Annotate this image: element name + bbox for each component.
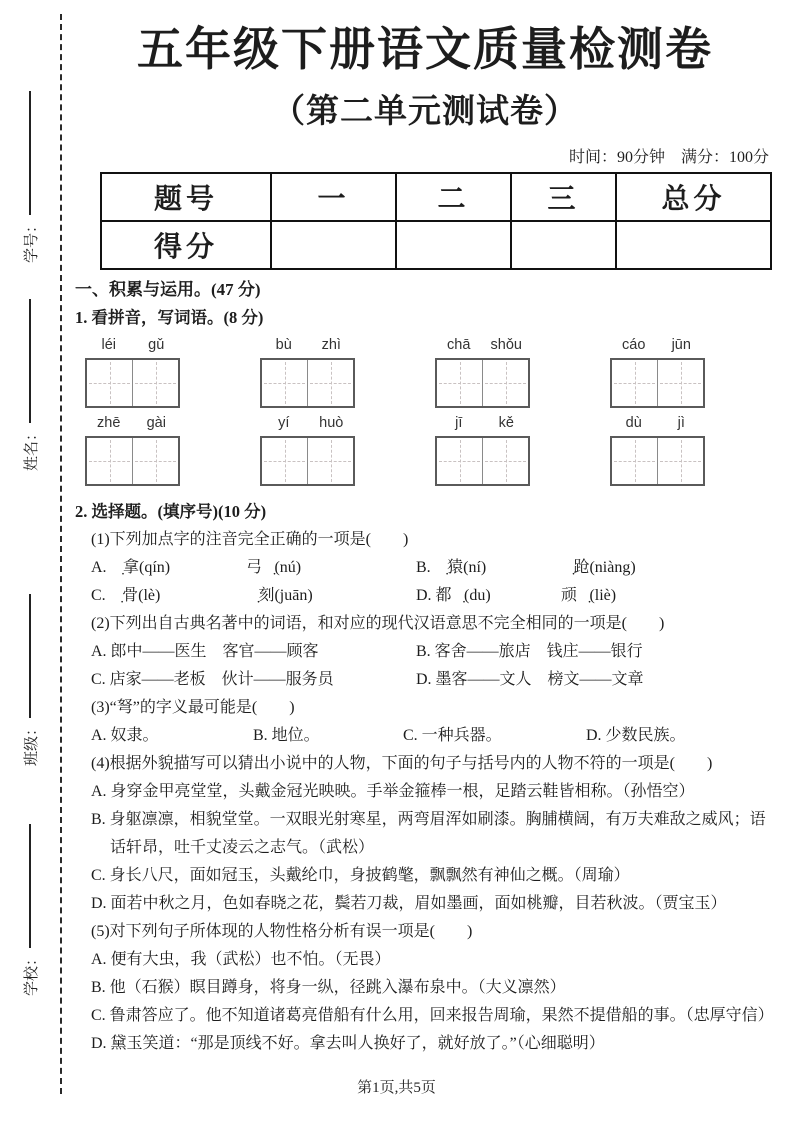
school-label: 学校：	[23, 950, 40, 996]
option-a: A. 身穿金甲亮堂堂，头戴金冠光映映。手举金箍棒一根，足踏云鞋皆相称。（孙悟空）	[91, 782, 695, 800]
option-b: B. 猕̣猿(ní)	[416, 558, 487, 576]
question-2-2-options-row-2	[91, 666, 775, 694]
pinyin-group	[610, 337, 705, 408]
pinyin-row-2	[75, 415, 775, 486]
student-number-field	[19, 71, 41, 263]
writing-grid-box	[435, 358, 530, 408]
option-c: C. 鲁肃答应了。他不知道诸葛亮借船有什么用，回来报告周瑜，果然不提借船的事。（忠厚守信）	[91, 1006, 774, 1024]
exam-subtitle: （第二单元测试卷）	[272, 93, 578, 130]
grid-cell	[262, 360, 307, 406]
pinyin-syllable: gǔ	[148, 336, 165, 353]
pinyin-syllable: yí	[278, 414, 290, 431]
grid-cell	[437, 360, 482, 406]
option-b: B. 客舍——旅店 钱庄——银行	[416, 642, 643, 660]
student-number-write-line	[29, 91, 31, 215]
option-d: D. 面若中秋之月，色如春晓之花，鬓若刀裁，眉如墨画，面如桃瓣，目若秋波。（贾宝玉）	[91, 894, 727, 912]
writing-grid-box	[85, 358, 180, 408]
option-b: B. 他（石猴）瞑目蹲身，将身一纵，径跳入瀑布泉中。（大义凛然）	[91, 978, 566, 996]
pinyin-syllable: zhē	[97, 414, 121, 431]
option-d: D. 少数民族。	[586, 726, 686, 744]
school-write-line	[29, 824, 31, 948]
score-table-header-cell: 题号	[101, 173, 271, 221]
option-a: A. 奴隶。	[91, 726, 159, 744]
pinyin-syllable: bù	[275, 336, 292, 353]
score-table-header-row	[101, 173, 771, 221]
grid-cell	[657, 438, 703, 484]
pinyin-labels	[435, 337, 530, 358]
pinyin-labels	[435, 415, 530, 436]
pinyin-syllable: kě	[498, 414, 514, 431]
question-2-4-stem: (4)根据外貌描写可以猜出小说中的人物，下面的句子与括号内的人物不符的一项是( )	[91, 754, 713, 772]
section-1-heading: 一、积累与运用。(47 分)	[75, 279, 261, 299]
option-c: C. 肋̣骨(lè)	[91, 586, 161, 604]
question-2-5-stem: (5)对下列句子所体现的人物性格分析有误一项是( )	[91, 922, 473, 940]
grid-cell	[307, 360, 353, 406]
option-c: C. 店家——老板 伙计——服务员	[91, 670, 334, 688]
pinyin-syllable: dù	[625, 414, 642, 431]
score-cell-empty	[396, 221, 511, 269]
question-2-stem: 2. 选择题。(填序号)(10 分)	[75, 501, 267, 521]
grid-cell	[612, 438, 657, 484]
student-name-field	[19, 279, 41, 471]
pinyin-labels	[260, 337, 355, 358]
option-a: A. 便有大虫，我（武松）也不怕。（无畏）	[91, 950, 391, 968]
score-table	[100, 172, 772, 270]
pinyin-syllable: jī	[455, 414, 463, 431]
exam-title: 五年级下册语文质量检测卷	[137, 24, 713, 75]
pinyin-syllable: huò	[319, 414, 344, 431]
question-2-1-stem: (1)下列加点字的注音完全正确的一项是( )	[91, 530, 409, 548]
pinyin-syllable: jì	[677, 414, 685, 431]
grid-cell	[262, 438, 307, 484]
writing-grid-box	[85, 436, 180, 486]
option-c-word-2: 镌̣刻(juān)	[246, 586, 313, 604]
score-cell-empty	[511, 221, 616, 269]
score-table-header-cell: 三	[511, 173, 616, 221]
pinyin-group	[435, 415, 530, 486]
grid-cell	[132, 360, 178, 406]
question-2-3-stem: (3)“弩”的字义最可能是( )	[91, 698, 295, 716]
grid-cell	[87, 360, 132, 406]
pinyin-labels	[85, 337, 180, 358]
option-b: B. 地位。	[253, 726, 320, 744]
question-2-3-options-row	[91, 722, 775, 750]
grid-cell	[482, 438, 528, 484]
pinyin-group	[260, 415, 355, 486]
pinyin-group	[435, 337, 530, 408]
pinyin-group	[260, 337, 355, 408]
pinyin-syllable: jūn	[671, 336, 691, 353]
pinyin-group	[610, 415, 705, 486]
grid-cell	[657, 360, 703, 406]
page-indicator: 第1页,共5页	[357, 1080, 436, 1096]
pinyin-syllable: shǒu	[490, 336, 522, 353]
question-2-2-stem: (2)下列出自古典名著中的词语，和对应的现代汉语意思不完全相同的一项是( )	[91, 614, 665, 632]
writing-grid-box	[435, 436, 530, 486]
pinyin-group	[85, 415, 180, 486]
class-field	[19, 574, 41, 766]
score-table-header-cell: 一	[271, 173, 396, 221]
option-a: A. 擒̣拿(qín)	[91, 558, 171, 576]
pinyin-syllable: léi	[101, 336, 116, 353]
student-name-label: 姓名：	[23, 425, 40, 471]
writing-grid-box	[260, 358, 355, 408]
question-2-1-options-row-2	[91, 582, 775, 610]
option-c: C. 一种兵器。	[403, 726, 502, 744]
score-cell-empty	[271, 221, 396, 269]
grid-cell	[307, 438, 353, 484]
writing-grid-box	[610, 436, 705, 486]
score-table-header-cell: 二	[396, 173, 511, 221]
pinyin-syllable: cáo	[622, 336, 646, 353]
pinyin-labels	[85, 415, 180, 436]
seal-divider-dashed-line	[60, 14, 62, 1094]
question-1-stem: 1. 看拼音，写词语。(8 分)	[75, 307, 264, 327]
grid-cell	[132, 438, 178, 484]
option-b-word-2: 踉̣跄(niàng)	[561, 558, 636, 576]
option-d: D. 墨客——文人 榜文——文章	[416, 670, 644, 688]
pinyin-group	[85, 337, 180, 408]
option-c: C. 身长八尺，面如冠玉，头戴纶巾，身披鹤氅，飘飘然有神仙之概。（周瑜）	[91, 866, 630, 884]
student-name-write-line	[29, 299, 31, 423]
option-d: D. 黛玉笑道：“那是顶线不好。拿去叫人换好了，就好放了。”（心细聪明）	[91, 1034, 605, 1052]
question-2-2-options-row-1	[91, 638, 775, 666]
student-number-label: 学号：	[23, 217, 40, 263]
score-table-header-cell: 总分	[616, 173, 771, 221]
option-b: B. 身躯凛凛，相貌堂堂。一双眼光射寒星，两弯眉浑如刷漆。胸脯横阔，有万夫难敌之威风；语话轩昂，吐千丈凌云之志气。（武松）	[91, 810, 766, 856]
score-table-score-row	[101, 221, 771, 269]
pinyin-labels	[260, 415, 355, 436]
option-a: A. 郎中——医生 客官——顾客	[91, 642, 319, 660]
exam-content	[75, 0, 775, 1058]
option-a-word-2: 弓弩̣(nú)	[246, 558, 302, 576]
pinyin-labels	[610, 415, 705, 436]
option-d: D. 都督̣(du)	[416, 586, 491, 604]
pinyin-row-1	[75, 337, 775, 408]
pinyin-syllable: chā	[447, 336, 471, 353]
pinyin-labels	[610, 337, 705, 358]
grid-cell	[612, 360, 657, 406]
grid-cell	[437, 438, 482, 484]
class-label: 班级：	[23, 720, 40, 766]
school-field	[19, 804, 41, 996]
writing-grid-box	[610, 358, 705, 408]
writing-grid-box	[260, 436, 355, 486]
option-d-word-2: 顽劣̣(liè)	[561, 586, 617, 604]
question-2-1-options-row-1	[91, 554, 775, 582]
pinyin-syllable: gài	[146, 414, 166, 431]
time-and-score-info: 时间：90分钟 满分：100分	[568, 148, 769, 166]
score-row-label: 得分	[101, 221, 271, 269]
grid-cell	[482, 360, 528, 406]
score-cell-empty	[616, 221, 771, 269]
pinyin-syllable: zhì	[321, 336, 341, 353]
grid-cell	[87, 438, 132, 484]
class-write-line	[29, 594, 31, 718]
